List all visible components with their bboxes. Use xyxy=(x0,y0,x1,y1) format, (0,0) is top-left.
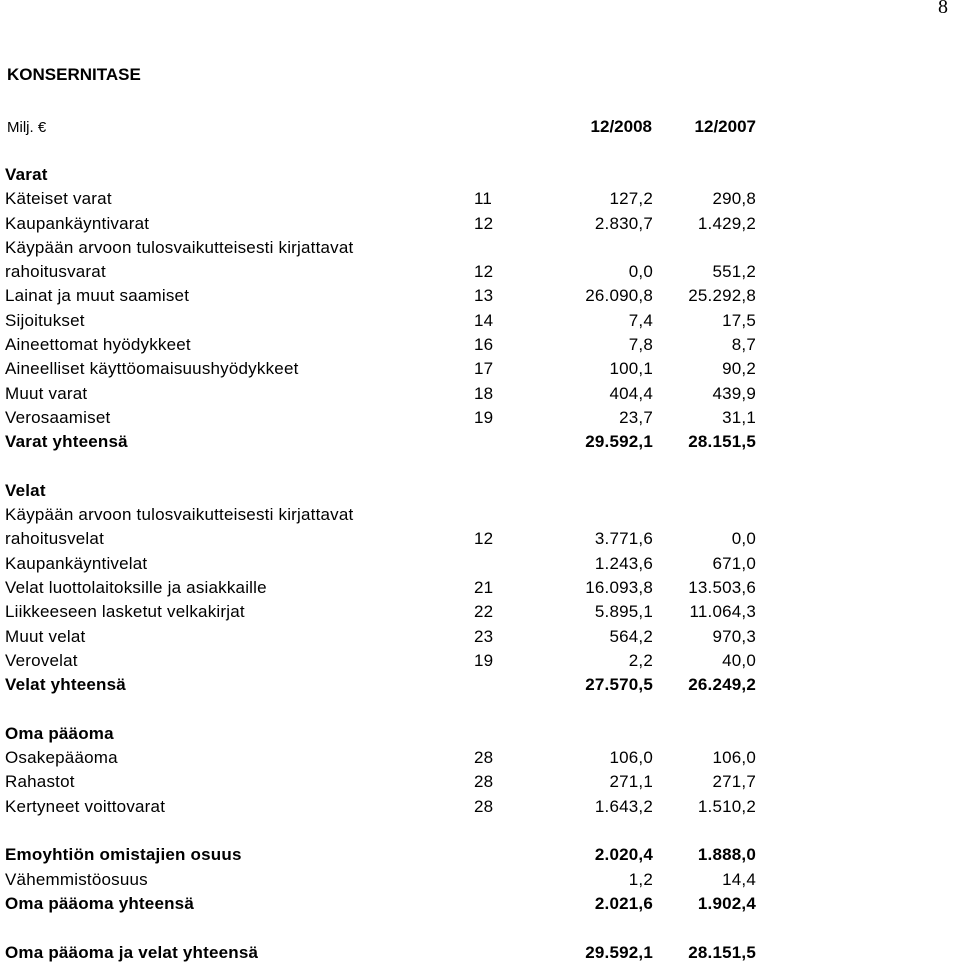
value-2008: 100,1 xyxy=(609,359,653,379)
value-2007: 26.249,2 xyxy=(688,675,756,695)
row-label: Oma pääoma xyxy=(5,723,114,743)
value-2008: 1.643,2 xyxy=(594,796,653,816)
row-note: 17 xyxy=(474,359,494,379)
row-label: Verovelat xyxy=(5,650,78,670)
row-note: 12 xyxy=(474,529,494,549)
row-label: Muut velat xyxy=(5,626,86,646)
value-2007: 28.151,5 xyxy=(688,942,756,962)
row-label: Käypään arvoon tulosvaikutteisesti kirjattavat xyxy=(5,505,354,525)
row-label: Emoyhtiön omistajien osuus xyxy=(5,845,242,865)
row-label: Osakepääoma xyxy=(5,748,118,768)
row-label: Varat yhteensä xyxy=(5,432,128,452)
row-label: rahoitusvelat xyxy=(5,529,104,549)
value-2007: 28.151,5 xyxy=(688,432,756,452)
table-row xyxy=(0,770,960,794)
table-row xyxy=(0,527,960,551)
table-row xyxy=(0,722,960,746)
value-2007: 106,0 xyxy=(712,748,756,768)
balance-sheet-table xyxy=(0,163,960,965)
value-2007: 970,3 xyxy=(712,626,756,646)
value-2007: 551,2 xyxy=(712,262,756,282)
table-row xyxy=(0,552,960,576)
value-2007: 439,9 xyxy=(712,383,756,403)
value-2007: 671,0 xyxy=(712,553,756,573)
row-label: Velat xyxy=(5,480,46,500)
table-row xyxy=(0,503,960,527)
row-note: 28 xyxy=(474,772,494,792)
row-label: Velat yhteensä xyxy=(5,675,126,695)
table-row xyxy=(0,357,960,381)
value-2007: 11.064,3 xyxy=(689,602,756,622)
table-row xyxy=(0,576,960,600)
value-2008: 106,0 xyxy=(609,748,653,768)
column-header-2007: 12/2007 xyxy=(694,117,756,136)
table-row xyxy=(0,600,960,624)
row-label: Aineelliset käyttöomaisuushyödykkeet xyxy=(5,359,299,379)
row-spacer xyxy=(0,819,960,843)
row-label: Lainat ja muut saamiset xyxy=(5,286,190,306)
row-note: 21 xyxy=(474,578,494,598)
value-2008: 29.592,1 xyxy=(585,942,653,962)
value-2007: 290,8 xyxy=(712,189,756,209)
table-row xyxy=(0,649,960,673)
table-row xyxy=(0,479,960,503)
page-number: 8 xyxy=(938,0,948,18)
row-label: Liikkeeseen lasketut velkakirjat xyxy=(5,602,245,622)
table-row xyxy=(0,746,960,770)
value-2008: 23,7 xyxy=(619,407,653,427)
row-label: Vähemmistöosuus xyxy=(5,869,148,889)
value-2008: 7,8 xyxy=(628,335,653,355)
table-row xyxy=(0,163,960,187)
value-2008: 2,2 xyxy=(628,650,653,670)
column-header-2008: 12/2008 xyxy=(590,117,652,136)
row-label: Kaupankäyntivarat xyxy=(5,213,150,233)
row-label: Käypään arvoon tulosvaikutteisesti kirjattavat xyxy=(5,237,354,257)
row-note: 23 xyxy=(474,626,494,646)
table-row xyxy=(0,284,960,308)
value-2008: 1.243,6 xyxy=(594,553,653,573)
row-label: Muut varat xyxy=(5,383,88,403)
row-spacer xyxy=(0,916,960,940)
row-note: 12 xyxy=(474,262,494,282)
value-2007: 1.510,2 xyxy=(697,796,756,816)
value-2007: 25.292,8 xyxy=(688,286,756,306)
value-2008: 7,4 xyxy=(628,310,653,330)
table-row xyxy=(0,625,960,649)
value-2007: 40,0 xyxy=(722,650,756,670)
table-row xyxy=(0,868,960,892)
value-2008: 2.020,4 xyxy=(594,845,653,865)
table-row xyxy=(0,941,960,965)
value-2008: 127,2 xyxy=(609,189,653,209)
value-2007: 13.503,6 xyxy=(688,578,756,598)
value-2008: 404,4 xyxy=(609,383,653,403)
value-2008: 2.021,6 xyxy=(594,893,653,913)
row-label: Oma pääoma ja velat yhteensä xyxy=(5,942,259,962)
value-2008: 271,1 xyxy=(609,772,653,792)
value-2008: 27.570,5 xyxy=(585,675,653,695)
row-note: 28 xyxy=(474,796,494,816)
row-label: Aineettomat hyödykkeet xyxy=(5,335,191,355)
value-2008: 29.592,1 xyxy=(585,432,653,452)
value-2008: 16.093,8 xyxy=(585,578,653,598)
row-note: 18 xyxy=(474,383,494,403)
row-label: Velat luottolaitoksille ja asiakkaille xyxy=(5,578,267,598)
row-note: 28 xyxy=(474,748,494,768)
row-label: Käteiset varat xyxy=(5,189,112,209)
row-label: Varat xyxy=(5,165,48,184)
row-label: Rahastot xyxy=(5,772,75,792)
table-row xyxy=(0,309,960,333)
value-2007: 17,5 xyxy=(722,310,756,330)
table-row xyxy=(0,673,960,697)
value-2007: 271,7 xyxy=(712,772,756,792)
value-2007: 8,7 xyxy=(731,335,756,355)
value-2007: 14,4 xyxy=(722,869,756,889)
value-2007: 1.429,2 xyxy=(697,213,756,233)
table-row xyxy=(0,406,960,430)
row-spacer xyxy=(0,698,960,722)
row-note: 11 xyxy=(474,189,493,209)
row-label: Sijoitukset xyxy=(5,310,85,330)
value-2008: 1,2 xyxy=(628,869,653,889)
table-row xyxy=(0,333,960,357)
value-2007: 1.902,4 xyxy=(697,893,756,913)
value-2008: 26.090,8 xyxy=(585,286,653,306)
row-note: 12 xyxy=(474,213,494,233)
table-row xyxy=(0,260,960,284)
value-2007: 0,0 xyxy=(731,529,756,549)
row-label: Kertyneet voittovarat xyxy=(5,796,166,816)
row-note: 22 xyxy=(474,602,494,622)
value-2008: 2.830,7 xyxy=(594,213,653,233)
row-label: rahoitusvarat xyxy=(5,262,106,282)
value-2008: 564,2 xyxy=(609,626,653,646)
table-row xyxy=(0,795,960,819)
value-2007: 90,2 xyxy=(722,359,756,379)
table-row xyxy=(0,212,960,236)
row-label: Kaupankäyntivelat xyxy=(5,553,148,573)
table-row xyxy=(0,382,960,406)
row-note: 19 xyxy=(474,407,494,427)
row-note: 19 xyxy=(474,650,494,670)
table-row xyxy=(0,843,960,867)
value-2008: 3.771,6 xyxy=(594,529,653,549)
value-2008: 5.895,1 xyxy=(594,602,653,622)
table-row xyxy=(0,236,960,260)
value-2008: 0,0 xyxy=(628,262,653,282)
table-row xyxy=(0,892,960,916)
row-label: Oma pääoma yhteensä xyxy=(5,893,194,913)
row-note: 16 xyxy=(474,335,494,355)
table-row xyxy=(0,430,960,454)
unit-label: Milj. € xyxy=(7,119,47,136)
row-spacer xyxy=(0,455,960,479)
row-label: Verosaamiset xyxy=(5,407,111,427)
value-2007: 31,1 xyxy=(722,407,756,427)
page-title: KONSERNITASE xyxy=(7,65,141,84)
value-2007: 1.888,0 xyxy=(697,845,756,865)
row-note: 13 xyxy=(474,286,494,306)
table-row xyxy=(0,187,960,211)
row-note: 14 xyxy=(474,310,494,330)
